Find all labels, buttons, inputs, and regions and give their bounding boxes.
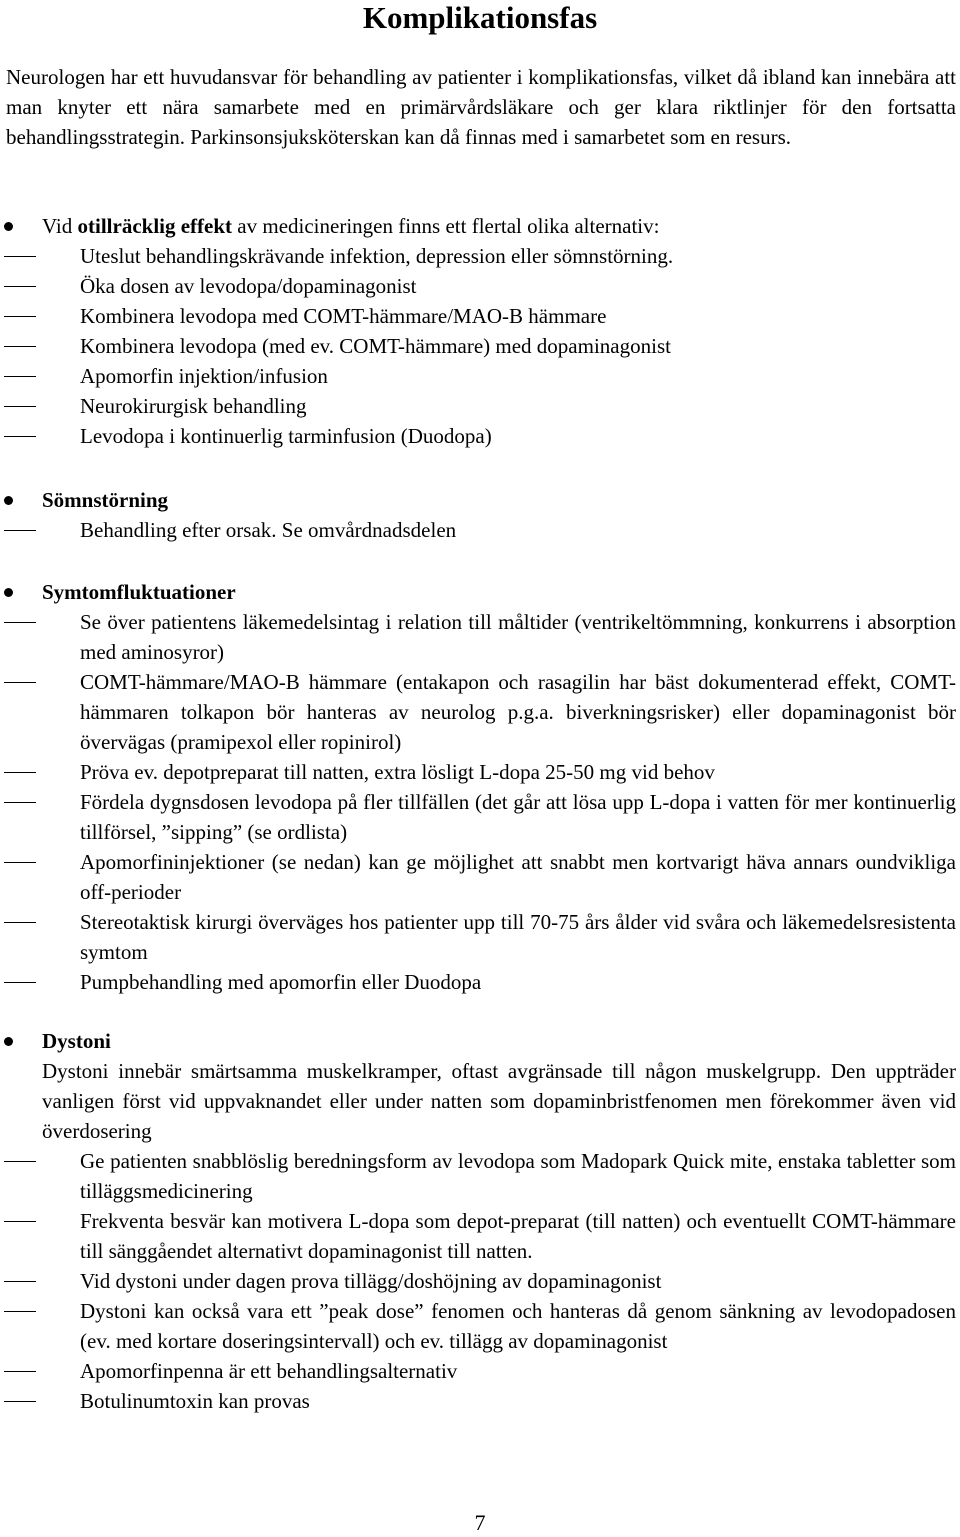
list-item-text: Apomorfin injektion/infusion [80, 364, 328, 388]
list-item [0, 515, 956, 545]
dash-mark [4, 862, 36, 863]
list-item-text: Levodopa i kontinuerlig tarminfusion (Duodopa) [80, 424, 492, 448]
list-item [0, 271, 956, 301]
bullet-dot [4, 588, 13, 597]
dash-mark [4, 256, 36, 257]
list-item [0, 391, 956, 421]
dash-mark [4, 622, 36, 623]
list-item [0, 967, 956, 997]
bullet-dot [4, 1037, 13, 1046]
list-item-text: Behandling efter orsak. Se omvårdnadsdelen [80, 518, 457, 542]
list-item-text: Apomorfininjektioner (se nedan) kan ge möjlighet att snabbt men kortvarigt häva annars oundvikliga off-perioder [80, 850, 956, 904]
list-item-text: Se över patientens läkemedelsintag i relation till måltider (ventrikeltömmning, konkurrens i absorption med aminosyror) [80, 610, 956, 664]
dash-mark [4, 772, 36, 773]
dash-mark [4, 376, 36, 377]
dash-mark [4, 1281, 36, 1282]
intro-paragraph: Neurologen har ett huvudansvar för behandling av patienter i komplikationsfas, vilket då ibland kan innebära att man knyter ett nära samarbete med en primärvårdsläkare och ger klara riktlinjer för den fortsatta behandlingsstrategin. Parkinsonsjuksköterskan kan då finnas med i samarbetet som en resurs. [6, 65, 956, 149]
bullet-heading [0, 485, 960, 515]
page-title: Komplikationsfas [362, 0, 598, 35]
section-dystonia [0, 1026, 960, 1416]
bullet-dot [4, 496, 13, 505]
list-item [0, 1386, 956, 1416]
list-item-text: Öka dosen av levodopa/dopaminagonist [80, 274, 417, 298]
dash-list [0, 515, 960, 545]
list-item [0, 241, 956, 271]
section-insufficient-effect [0, 211, 960, 451]
list-item-text: Botulinumtoxin kan provas [80, 1389, 310, 1413]
list-item-text: Vid dystoni under dagen prova tillägg/doshöjning av dopaminagonist [80, 1269, 662, 1293]
bullet-heading [0, 577, 960, 607]
list-item-text: Ge patienten snabblöslig beredningsform av levodopa som Madopark Quick mite, enstaka tabletter som tilläggsmedicinering [80, 1149, 956, 1203]
dash-mark [4, 982, 36, 983]
text-post: av medicineringen finns ett flertal olika alternativ: [232, 214, 660, 238]
dash-mark [4, 530, 36, 531]
dash-mark [4, 1401, 36, 1402]
list-item [0, 1206, 956, 1266]
list-item [0, 907, 956, 967]
list-item-text: Stereotaktisk kirurgi överväges hos patienter upp till 70-75 års ålder vid svåra och läkemedelsresistenta symtom [80, 910, 956, 964]
list-item [0, 607, 956, 667]
dash-mark [4, 1371, 36, 1372]
text-pre: Vid [42, 214, 78, 238]
list-item-text: Uteslut behandlingskrävande infektion, depression eller sömnstörning. [80, 244, 674, 268]
list-item-text: COMT-hämmare/MAO-B hämmare (entakapon och rasagilin har bäst dokumenterad effekt, COMT-hämmaren tolkapon bör hanteras av neurolog p.g.a. biverkningsrisker) eller dopaminagonist bör övervägas (pramipexol eller ropinirol) [80, 670, 956, 754]
list-item [0, 1296, 956, 1356]
bullet-heading [0, 1026, 960, 1056]
bullet-heading [0, 211, 960, 241]
dash-mark [4, 286, 36, 287]
dash-mark [4, 682, 36, 683]
list-item [0, 667, 956, 757]
dash-mark [4, 922, 36, 923]
section-symptom-fluctuations [0, 577, 960, 997]
dash-mark [4, 346, 36, 347]
dash-list [0, 1146, 960, 1416]
list-item-text: Frekventa besvär kan motivera L-dopa som depot-preparat (till natten) och eventuellt COMT-hämmare till sänggåendet alternativt dopaminagonist till natten. [80, 1209, 956, 1263]
list-item [0, 847, 956, 907]
list-item [0, 361, 956, 391]
dash-mark [4, 1311, 36, 1312]
dash-mark [4, 802, 36, 803]
dash-mark [4, 316, 36, 317]
list-item [0, 1356, 956, 1386]
section-heading: Sömnstörning [42, 488, 169, 512]
list-item-text: Dystoni kan också vara ett ”peak dose” fenomen och hanteras då genom sänkning av levodopadosen (ev. med kortare doseringsintervall) och ev. tillägg av dopaminagonist [80, 1299, 956, 1353]
list-item [0, 757, 956, 787]
list-item-text: Kombinera levodopa (med ev. COMT-hämmare) med dopaminagonist [80, 334, 671, 358]
list-item [0, 421, 956, 451]
page-number: 7 [474, 1510, 486, 1535]
list-item [0, 787, 956, 847]
list-item-text: Pröva ev. depotpreparat till natten, extra lösligt L-dopa 25-50 mg vid behov [80, 760, 715, 784]
list-item [0, 331, 956, 361]
text-bold: otillräcklig effekt [77, 214, 233, 238]
list-item-text: Fördela dygnsdosen levodopa på fler tillfällen (det går att lösa upp L-dopa i vatten för mer kontinuerlig tillförsel, ”sipping” (se ordlista) [80, 790, 956, 844]
dash-list [0, 241, 960, 451]
dash-mark [4, 1161, 36, 1162]
dash-mark [4, 1221, 36, 1222]
list-item [0, 301, 956, 331]
section-heading: Dystoni [42, 1029, 111, 1053]
list-item-text: Apomorfinpenna är ett behandlingsalternativ [80, 1359, 458, 1383]
list-item-text: Kombinera levodopa med COMT-hämmare/MAO-B hämmare [80, 304, 607, 328]
section-heading: Symtomfluktuationer [42, 580, 236, 604]
dash-list [0, 607, 960, 997]
bullet-dot [4, 222, 13, 231]
list-item [0, 1266, 956, 1296]
dash-mark [4, 406, 36, 407]
dash-mark [4, 436, 36, 437]
list-item-text: Neurokirurgisk behandling [80, 394, 307, 418]
list-item-text: Pumpbehandling med apomorfin eller Duodopa [80, 970, 482, 994]
list-item [0, 1146, 956, 1206]
dystonia-description: Dystoni innebär smärtsamma muskelkramper, oftast avgränsade till någon muskelgrupp. Den uppträder vanligen först vid uppvaknandet eller under natten som dopaminbristfenomen men förekommer även vid överdosering [42, 1059, 956, 1143]
section-sleep-disorder [0, 485, 960, 545]
